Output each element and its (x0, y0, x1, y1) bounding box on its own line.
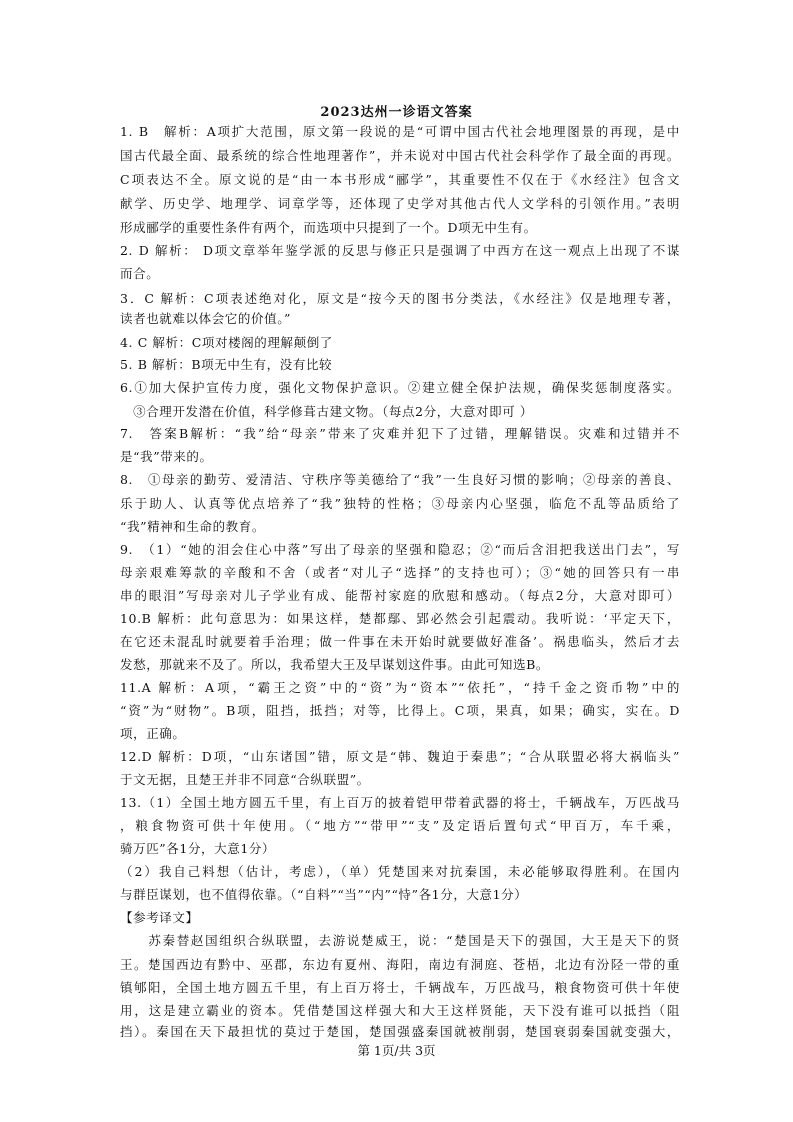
text-line: （2）我自己料想（估计，考虑），（单）凭楚国来对抗秦国，未必能够取得胜利。在国内 (120, 864, 680, 879)
text-line: “资”为“财物”。B项，阻挡，抵挡；对等，比得上。C项，果真，如果；确实，实在。D (120, 703, 680, 718)
text-line: 13.（1）全国土地方圆五千里，有上百万的披着铠甲带着武器的将士，千辆战车，万匹战马 (120, 795, 680, 810)
text-line: 串的眼泪”写母亲对儿子学业有成、能帮衬家庭的欣慰和感动。（每点2分，大意对即可） (120, 588, 680, 603)
text-line: 乐于助人、认真等优点培养了“我”独特的性格；③母亲内心坚强，临危不乱等品质给了 (120, 496, 680, 511)
section-heading: 【参考译文】 (120, 910, 199, 925)
text-line: 而合。 (120, 266, 160, 281)
text-line: 7. 答案B解析：“我”给“母亲”带来了灾难并犯下了过错，理解错误。灾难和过错并不 (120, 426, 680, 441)
text-line: C项表达不全。原文说的是“由一本书形成“郦学”，其重要性不仅在于《水经注》包含文 (120, 172, 680, 187)
text-line: 挡）。秦国在天下最担忧的莫过于楚国，楚国强盛秦国就被削弱，楚国衰弱秦国就变强大， (120, 1024, 680, 1039)
text-line: 于文无据，且楚王并非不同意“合纵联盟”。 (120, 772, 370, 787)
text-line: 发愁，那就来不及了。所以，我希望大王及早谋划这件事。由此可知选B。 (120, 657, 549, 672)
text-line: 6.①加大保护宣传力度，强化文物保护意识。②建立健全保护法规，确保奖惩制度落实。 (120, 380, 680, 395)
text-line: ，粮食物资可供十年使用。（“地方”“带甲”“支”及定语后置句式“甲百万，车千乘， (120, 818, 680, 833)
text-line: “我”精神和生命的教育。 (120, 519, 265, 534)
text-line: 12.D 解析：D项，“山东诸国”错，原文是“韩、魏迫于秦患”；“合从联盟必将大祸临头” (120, 749, 680, 764)
text-line: 骑万匹”各1分，大意1分） (120, 841, 276, 856)
text-line: 项，正确。 (120, 726, 186, 741)
text-line: 与群臣谋划，也不值得依靠。（“自料”“当”“内”“恃”各1分，大意1分） (120, 887, 528, 902)
text-line: 献学、历史学、地理学、词章学等，还体现了史学对其他古代人文学科的引领作用。”表明 (120, 196, 680, 211)
text-line: 10.B 解析：此句意思为：如果这样，楚都鄢、郢必然会引起震动。我听说：‘平定天下， (120, 611, 680, 626)
text-line: ③合理开发潜在价值，科学修葺古建文物。（每点2分，大意对即可 ） (120, 404, 533, 419)
text-line: 形成郦学的重要性条件有两个，而选项中只提到了一个。D项无中生有。 (120, 220, 537, 235)
text-line: 5. B 解析：B项无中生有，没有比较 (120, 357, 333, 372)
text-line: 11.A 解析：A项，“霸王之资”中的“资”为“资本”“依托”，“持千金之资币物”中的 (120, 680, 680, 695)
text-line: 4. C 解析：C项对楼阁的理解颠倒了 (120, 335, 333, 350)
text-line: 是“我”带来的。 (120, 449, 213, 464)
text-line: 读者也就难以体会它的价值。” (120, 311, 292, 326)
text-line: 王。楚国西边有黔中、巫郡，东边有夏州、海阳，南边有洞庭、苍梧，北边有汾陉一带的重 (120, 957, 680, 972)
text-line: 母亲艰难筹款的辛酸和不舍（或者“对儿子“选择”的支持也可）；③“她的回答只有一串 (120, 565, 680, 580)
text-line: 3．C 解析：C项表述绝对化，原文是“按今天的图书分类法，《水经注》仅是地理专著， (120, 291, 680, 306)
text-line: 用，这是建立霸业的资本。凭借楚国这样强大和大王这样贤能，天下没有谁可以抵挡（阻 (120, 1003, 680, 1018)
page-footer: 第 1页/共 3页 (357, 1043, 436, 1058)
text-line: 8. ①母亲的勤劳、爱清洁、守秩序等美德给了“我”一生良好习惯的影响；②母亲的善良、 (120, 472, 680, 487)
page-title: 2023达州一诊语文答案 (320, 105, 473, 120)
text-line: 在它还未混乱时就要着手治理；做一件事在未开始时就要做好准备’。祸患临头，然后才去 (120, 634, 680, 649)
text-line: 9. （1）“她的泪会住心中落”写出了母亲的坚强和隐忍；②“而后含泪把我送出门去”，写 (120, 542, 680, 557)
text-line: 苏秦替赵国组织合纵联盟，去游说楚威王，说：“楚国是天下的强国，大王是天下的贤 (120, 933, 680, 948)
text-line: 国古代最全面、最系统的综合性地理著作”，并未说对中国古代社会科学作了最全面的再现。 (120, 148, 680, 163)
text-line: 镇郇阳，全国土地方圆五千里，有上百万将士，千辆战车，万匹战马，粮食物资可供十年使 (120, 980, 680, 995)
text-line: 2. D 解析： D项文章举年鉴学派的反思与修正只是强调了中西方在这一观点上出现了不谋 (120, 243, 680, 258)
text-line: 1. B 解析：A项扩大范围，原文第一段说的是“可谓中国古代社会地理图景的再现，是中 (120, 124, 680, 139)
